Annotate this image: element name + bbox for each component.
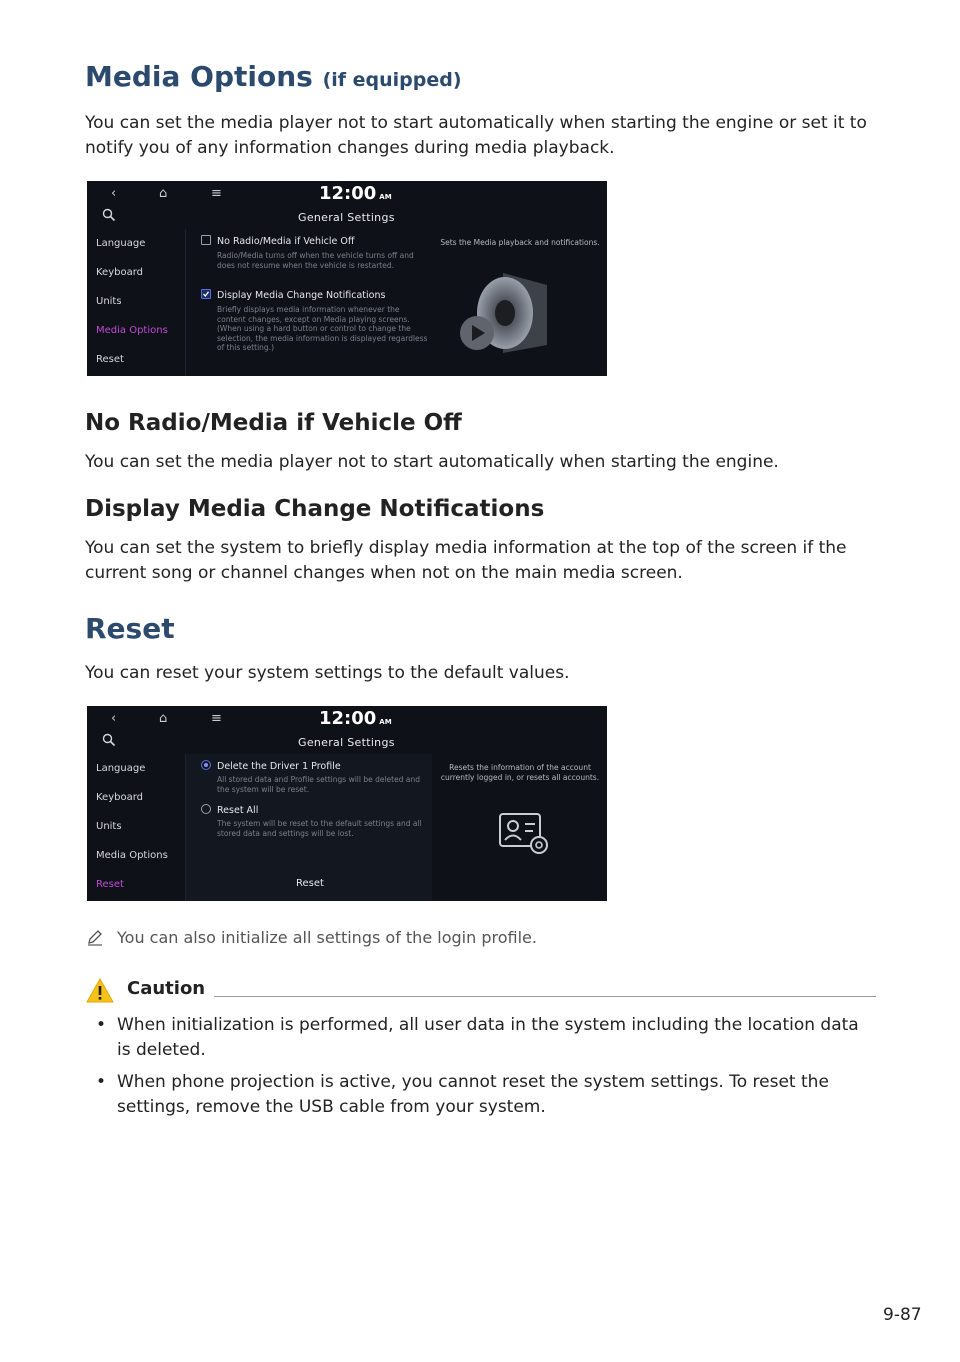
title-suffix: (if equipped)	[322, 69, 462, 91]
home-icon[interactable]: ⌂	[159, 711, 168, 726]
caution-title: Caution	[127, 978, 206, 999]
media-options-intro: You can set the media player not to start automatically when starting the engine or set it to notify you of any information changes during media playback.	[85, 113, 867, 158]
option-desc: Radio/Media turns off when the vehicle turns off and does not resume when the vehicle is restarted.	[217, 251, 414, 270]
back-icon[interactable]: ‹	[111, 711, 117, 726]
bullet-dot: •	[96, 1072, 107, 1092]
profile-settings-icon	[497, 811, 553, 857]
settings-sidebar	[87, 754, 184, 899]
home-icon[interactable]: ⌂	[159, 186, 168, 201]
option-label: Display Media Change Notifications	[217, 290, 386, 301]
option-no-radio-media[interactable]	[201, 235, 354, 247]
divider	[185, 229, 186, 376]
option-delete-driver-profile[interactable]	[201, 760, 341, 772]
option-label: Delete the Driver 1 Profile	[217, 761, 341, 772]
display-media-change-text: You can set the system to briefly display media information at the top of the screen if the current song or channel changes when not on the main media screen.	[85, 538, 847, 583]
warning-icon	[85, 977, 115, 1004]
section-title-media-options	[85, 60, 462, 93]
sidebar-item-media-options[interactable]: Media Options	[96, 325, 168, 336]
option-desc: Briefly displays media information whenever the content changes, except on Media playing screens. (When using a hard button or control to change the selection, the media information is displayed regardless of this setting.)	[217, 305, 428, 352]
no-radio-media-text: You can set the media player not to start automatically when starting the engine.	[85, 452, 779, 472]
speaker-icon	[455, 267, 555, 357]
reset-intro: You can reset your system settings to the default values.	[85, 663, 570, 683]
subtitle-display-media-change: Display Media Change Notifications	[85, 496, 545, 522]
settings-sidebar	[87, 229, 184, 374]
bullet-dot: •	[96, 1015, 107, 1035]
sidebar-item-keyboard[interactable]: Keyboard	[96, 267, 144, 278]
menu-icon[interactable]: ≡	[211, 711, 222, 726]
note-text: You can also initialize all settings of the login profile.	[117, 928, 537, 947]
section-title-reset: Reset	[85, 612, 175, 645]
checkbox-unchecked[interactable]	[201, 235, 211, 245]
screen-media-options	[87, 181, 607, 376]
option-reset-all[interactable]	[201, 804, 258, 816]
sidebar-item-language[interactable]: Language	[96, 238, 146, 249]
screen-title: General Settings	[298, 211, 395, 224]
help-description: Resets the information of the account currently logged in, or resets all accounts.	[440, 763, 600, 782]
sidebar-item-units[interactable]: Units	[96, 296, 122, 307]
checkbox-checked[interactable]	[201, 289, 211, 299]
option-label: Reset All	[217, 805, 259, 816]
option-label: No Radio/Media if Vehicle Off	[217, 236, 355, 247]
sidebar-item-reset[interactable]: Reset	[96, 354, 124, 365]
sidebar-item-keyboard[interactable]: Keyboard	[96, 792, 144, 803]
radio-selected[interactable]	[201, 760, 211, 770]
search-icon[interactable]	[102, 733, 116, 747]
screen-title: General Settings	[298, 736, 395, 749]
clock: 12:00 AM	[319, 183, 392, 204]
top-bar	[87, 706, 607, 734]
reset-button[interactable]: Reset	[296, 878, 324, 889]
sidebar-item-media-options[interactable]: Media Options	[96, 850, 168, 861]
clock: 12:00 AM	[319, 708, 392, 729]
option-desc: The system will be reset to the default settings and all stored data and settings will be lost.	[217, 819, 422, 838]
top-bar	[87, 181, 607, 209]
sidebar-item-reset[interactable]: Reset	[96, 879, 124, 890]
page-number: 9-87	[883, 1305, 922, 1325]
sidebar-item-units[interactable]: Units	[96, 821, 122, 832]
menu-icon[interactable]: ≡	[211, 186, 222, 201]
back-icon[interactable]: ‹	[111, 186, 117, 201]
caution-item: When initialization is performed, all user data in the system including the location data is deleted.	[117, 1015, 859, 1060]
search-icon[interactable]	[102, 208, 116, 222]
option-display-media-change[interactable]	[201, 289, 385, 301]
screen-reset	[87, 706, 607, 901]
note-pencil-icon	[86, 929, 104, 947]
caution-divider	[214, 996, 876, 997]
caution-item: When phone projection is active, you cannot reset the system settings. To reset the settings, remove the USB cable from your system.	[117, 1072, 829, 1117]
option-desc: All stored data and Profile settings will be deleted and the system will be reset.	[217, 775, 420, 794]
subtitle-no-radio-media: No Radio/Media if Vehicle Off	[85, 410, 462, 436]
sidebar-item-language[interactable]: Language	[96, 763, 146, 774]
radio-unselected[interactable]	[201, 804, 211, 814]
title-text: Media Options	[85, 60, 313, 93]
help-description: Sets the Media playback and notifications.	[440, 238, 600, 247]
